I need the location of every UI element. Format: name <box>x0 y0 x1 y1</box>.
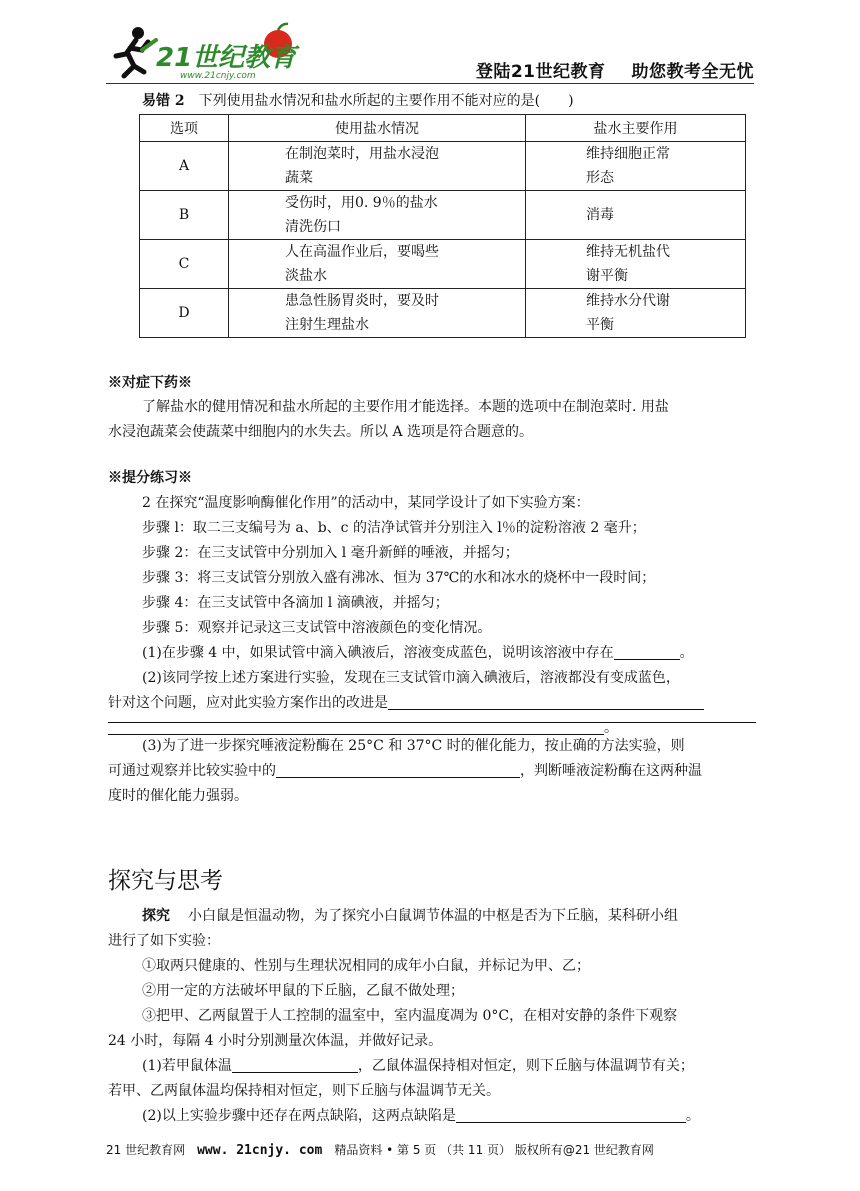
remedy-paragraph <box>108 395 756 445</box>
effect-line: 维持细胞正常 <box>586 146 670 162</box>
table-header-usage: 使用盐水情况 <box>229 115 526 142</box>
explore-step: 24 小时，每隔 4 小时分别测量次体温，并做好记录。 <box>108 1033 443 1049</box>
answer-blank[interactable] <box>232 1056 358 1073</box>
remedy-line: 水浸泡蔬菜会使蔬菜中细胞内的水失去。所以 A 选项是符合题意的。 <box>108 424 534 440</box>
q3-text: 可通过观察并比较实验中的 <box>108 763 276 779</box>
q3-line <box>108 759 756 784</box>
explore-step: ③把甲、乙两鼠置于人工控制的温室中，室内温度凋为 0°C，在相对安静的条件下观察 <box>142 1008 678 1024</box>
footer-page-info: 精品资料 • 第 5 页 （共 11 页） 版权所有@21 世纪教育网 <box>334 1143 654 1157</box>
remedy-line: 了解盐水的健用情况和盐水所起的主要作用才能选择。本题的选项中在制泡菜时. 用盐 <box>142 399 669 415</box>
effect-cell <box>526 191 746 240</box>
practice-step: 步骤 2：在三支试管中分别加入 l 毫升新鲜的唾液，并摇匀； <box>142 545 519 561</box>
option-cell: C <box>140 240 229 289</box>
practice-intro: 2 在探究“温度影响酶催化作用”的活动中，某同学设计了如下实验方案： <box>142 495 590 511</box>
practice-step: 步骤 5：观察并记录这三支试管中溶液颜色的变化情况。 <box>142 620 492 636</box>
table-row <box>140 191 746 240</box>
table-row <box>140 240 746 289</box>
slogan-right: 助您教考全无忧 <box>631 62 754 82</box>
table-row <box>140 142 746 191</box>
usage-line: 清洗伤口 <box>285 219 341 235</box>
explore-q1-text: (1)若甲鼠体温 <box>142 1058 232 1074</box>
effect-line: 维持水分代谢 <box>586 293 670 309</box>
usage-line: 注射生理盐水 <box>285 317 369 333</box>
q2-end: 。 <box>604 720 618 736</box>
section-title: 探究与思考 <box>108 868 223 894</box>
answer-blank[interactable] <box>388 693 704 710</box>
usage-line: 蔬菜 <box>285 170 313 186</box>
practice-step: 步骤 3：将三支试管分别放入盛有沸冰、恒为 37℃的水和冰水的烧杯中一段时间； <box>142 570 656 586</box>
option-cell: D <box>140 289 229 338</box>
effect-cell <box>526 240 746 289</box>
usage-cell <box>229 191 526 240</box>
logo-graphic <box>112 20 302 82</box>
explore-q2 <box>108 1104 756 1129</box>
footer-site-name: 21 世纪教育网 <box>106 1143 186 1157</box>
practice-q2-cont <box>108 691 756 716</box>
explore-step: ②用一定的方法破坏甲鼠的下丘脑，乙鼠不做处理； <box>142 983 464 999</box>
q3-line: 度时的催化能力强弱。 <box>108 788 248 804</box>
logo-text: 21世纪教育 <box>156 43 297 73</box>
explore-block <box>108 904 756 1129</box>
practice-q3 <box>108 734 756 809</box>
logo-figure-head <box>132 27 144 39</box>
effect-cell <box>526 142 746 191</box>
explore-q2-end: 。 <box>685 1108 700 1124</box>
answer-blank[interactable] <box>456 1106 686 1123</box>
table-row <box>140 289 746 338</box>
usage-line: 人在高温作业后，要喝些 <box>285 244 439 260</box>
logo-url: www.21cnjy.com <box>180 71 256 81</box>
header-slogan <box>476 57 754 82</box>
q2-text: 针对这个问题，应对此实验方案作出的改进是 <box>108 695 388 711</box>
option-cell: A <box>140 142 229 191</box>
option-cell: B <box>140 191 229 240</box>
q1-end: 。 <box>679 645 694 661</box>
remedy-heading: ※对症下药※ <box>108 375 192 391</box>
effect-line: 平衡 <box>586 317 614 333</box>
effect-line: 消毒 <box>586 207 614 223</box>
answer-blank[interactable] <box>108 718 604 735</box>
usage-cell <box>229 289 526 338</box>
usage-cell <box>229 142 526 191</box>
explore-text: 小白鼠是恒温动物，为了探究小白鼠调节体温的中枢是否为下丘脑，某科研小组 <box>188 908 678 924</box>
usage-line: 淡盐水 <box>285 268 327 284</box>
table-header-effect: 盐水主要作用 <box>526 115 746 142</box>
answer-blank[interactable] <box>614 643 680 660</box>
answer-blank[interactable] <box>276 761 520 778</box>
usage-line: 受伤时，用0. 9％的盐水 <box>285 195 438 211</box>
table-header-row <box>140 115 746 142</box>
practice-step: 步骤 l：取二三支编号为 a、b、c 的洁净试管并分别注入 l％的淀粉溶液 2 毫升； <box>142 520 646 536</box>
practice-heading: ※提分练习※ <box>108 470 192 486</box>
effect-line: 维持无机盐代 <box>586 244 670 260</box>
explore-line <box>108 904 756 929</box>
explore-q1-cont: 若甲、乙两鼠体温均保持相对恒定，则下丘脑与体温调节无关。 <box>108 1083 500 1099</box>
effect-cell <box>526 289 746 338</box>
q1-text: (1)在步骤 4 中，如果试管中滴入碘液后，溶液变成蓝色，说明该溶液中存在 <box>142 645 614 661</box>
usage-line: 在制泡菜时，用盐水浸泡 <box>285 146 439 162</box>
slogan-left: 登陆21世纪教育 <box>475 62 606 82</box>
usage-cell <box>229 240 526 289</box>
practice-step: 步骤 4：在三支试管中各滴加 l 滴碘液，并摇匀； <box>142 595 449 611</box>
question-line <box>142 90 574 110</box>
q3-line: (3)为了进一步探究唾液淀粉酶在 25°C 和 37°C 时的催化能力，按止确的方法实验，则 <box>142 738 685 754</box>
explore-q2-text: (2)以上实验步骤中还存在两点缺陷，这两点缺陷是 <box>142 1108 456 1124</box>
practice-q2: (2)该同学按上述方案进行实验，发现在三支试管巾滴入碘液后，溶液都没有变成蓝色， <box>142 670 680 686</box>
footer-url[interactable]: www. 21cnjy. com <box>197 1143 323 1158</box>
header-divider <box>106 83 754 84</box>
table-header-option: 选项 <box>140 115 229 142</box>
effect-line: 谢平衡 <box>586 268 628 284</box>
explore-q1-text: ，乙鼠体温保持相对恒定，则下丘脑与体温调节有关； <box>357 1058 694 1074</box>
answer-table <box>139 114 746 338</box>
explore-step: ①取两只健康的、性别与生理状况相同的成年小白鼠，并标记为甲、乙； <box>142 958 590 974</box>
divider-line <box>108 722 756 723</box>
q3-text: ，判断唾液淀粉酶在这两种温 <box>520 763 702 779</box>
usage-line: 患急性肠胃炎时，要及时 <box>285 293 439 309</box>
practice-block <box>108 491 756 741</box>
question-label: 易错 2 <box>142 93 185 109</box>
logo <box>112 20 302 82</box>
explore-q1 <box>108 1054 756 1079</box>
effect-line: 形态 <box>586 170 614 186</box>
explore-label: 探究 <box>142 908 170 924</box>
question-text: 下列使用盐水情况和盐水所起的主要作用不能对应的是( ) <box>198 93 574 109</box>
practice-q1 <box>108 641 756 666</box>
page-footer <box>106 1141 654 1158</box>
explore-line: 进行了如下实验： <box>108 933 220 949</box>
